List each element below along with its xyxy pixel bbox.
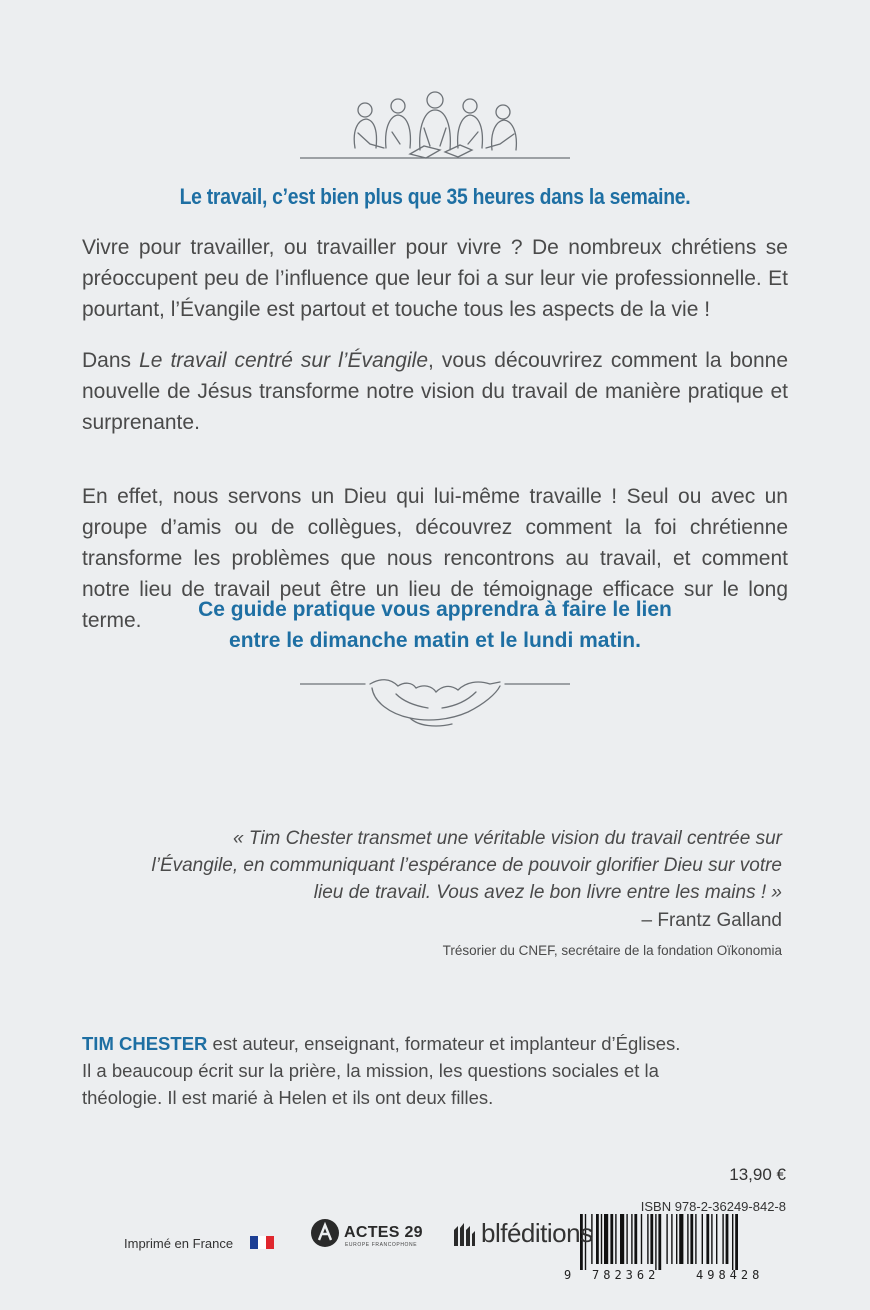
paragraph-god-works: En effet, nous servons un Dieu qui lui-même travaille ! Seul ou avec un groupe d’amis ou de collègues, découvrez comment la foi chrétienne transforme les problèmes que nous rencontrons au travail, et comment notre lieu de travail peut être un lieu de témoignage efficace sur le long terme. (82, 485, 788, 632)
callout (0, 594, 870, 656)
blf-editions-name: blféditions (481, 1218, 593, 1248)
barcode-bar (604, 1214, 608, 1264)
barcode-bar (702, 1214, 703, 1264)
barcode-bar (722, 1214, 723, 1264)
price: 13,90 € (729, 1165, 786, 1184)
barcode-bar (676, 1214, 677, 1264)
handshake-illustration (300, 668, 570, 738)
author-name: TIM CHESTER (82, 1033, 208, 1054)
team-meeting-illustration (300, 88, 570, 168)
barcode-bar (631, 1214, 632, 1264)
barcode-bar (610, 1214, 613, 1264)
actes29-name: ACTES 29 (344, 1224, 423, 1241)
endorsement-quote: « Tim Chester transmet une véritable vision du travail centrée sur l’Évangile, en communiquant l’espérance de pouvoir glorifier Dieu sur votre lieu de travail. Vous avez le bon livre entre les mains ! » (151, 828, 782, 903)
barcode-bar (706, 1214, 709, 1264)
barcode-bar (671, 1214, 672, 1264)
barcode-bar (626, 1214, 627, 1264)
barcode-bar (596, 1214, 599, 1264)
author-bio (82, 1030, 682, 1111)
barcode-bar (732, 1214, 733, 1270)
barcode-bar (695, 1214, 696, 1264)
barcode-digits-left: 782362 (592, 1268, 660, 1282)
book-title: Le travail centré sur l’Évangile (139, 349, 428, 372)
author-bio-text: est auteur, enseignant, formateur et implanteur d’Églises. Il a beaucoup écrit sur la prière, la mission, les questions sociales et la théologie. Il est marié à Helen et ils ont deux filles. (82, 1033, 681, 1108)
lead-headline: Le travail, c’est bien plus que 35 heures dans la semaine. (179, 184, 691, 209)
barcode-bar (658, 1214, 661, 1270)
barcode-digits-right: 498428 (696, 1268, 764, 1282)
france-flag-icon (250, 1236, 274, 1249)
paragraph-book-suffix: , vous découvrirez comment la bonne nouvelle de Jésus transforme notre vision du travail de manière pratique et surprenante. (82, 349, 789, 434)
actes29-subtitle: EUROPE FRANCOPHONE (345, 1242, 418, 1248)
printed-in-france: Imprimé en France (124, 1236, 234, 1251)
barcode-bar (647, 1214, 648, 1264)
barcode (578, 1214, 790, 1270)
endorsement-author: – Frantz Galland (641, 910, 782, 931)
barcode-bar (634, 1214, 637, 1264)
barcode-bar (687, 1214, 688, 1264)
barcode-bar (655, 1214, 656, 1270)
paragraph-book (82, 345, 788, 438)
barcode-bar (650, 1214, 653, 1264)
barcode-bar (601, 1214, 602, 1264)
barcode-bar (679, 1214, 683, 1264)
paragraph-book-prefix: Dans (82, 349, 140, 372)
barcode-bar (641, 1214, 642, 1264)
barcode-bar (735, 1214, 738, 1270)
actes29-logo-icon (310, 1218, 340, 1248)
barcode-bar (716, 1214, 717, 1264)
barcode-bar (666, 1214, 667, 1264)
barcode-bar (726, 1214, 729, 1264)
barcode-bar (620, 1214, 624, 1264)
barcode-bar (615, 1214, 616, 1264)
endorsement-role: Trésorier du CNEF, secrétaire de la fondation Oïkonomia (442, 943, 782, 958)
callout-line-2: entre le dimanche matin et le lundi matin. (229, 629, 641, 652)
blf-logo-icon (450, 1220, 478, 1248)
paragraph-intro: Vivre pour travailler, ou travailler pour vivre ? De nombreux chrétiens se préoccupent peu de l’influence que leur foi a sur leur vie professionnelle. Et pourtant, l’Évangile est partout et touche tous les aspects de la vie ! (82, 236, 788, 321)
isbn: ISBN 978-2-36249-842-8 (640, 1199, 786, 1214)
barcode-bar (690, 1214, 693, 1264)
callout-line-1: Ce guide pratique vous apprendra à faire le lien (198, 598, 672, 621)
barcode-digit-prefix: 9 (564, 1268, 572, 1282)
barcode-bar (711, 1214, 712, 1264)
